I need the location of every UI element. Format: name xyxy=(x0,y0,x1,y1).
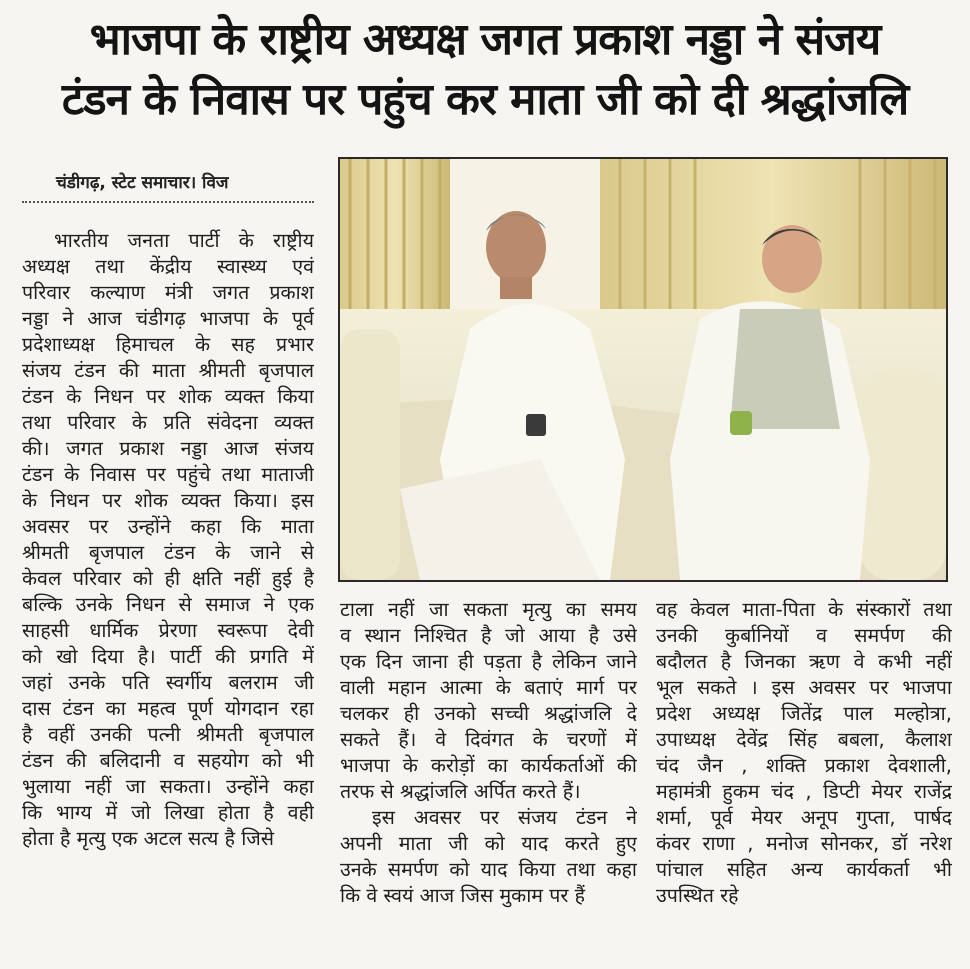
article-line: को खो दिया है। पार्टी की प्रगति में xyxy=(22,645,314,668)
article-column-1 xyxy=(22,228,314,852)
article-line: दास टंडन का महत्व पूर्ण योगदान रहा xyxy=(22,697,314,720)
article-line: पांचाल सहित अन्य कार्यकर्ता भी xyxy=(656,858,952,881)
article-line: प्रदेश अध्यक्ष जितेंद्र पाल मल्होत्रा, xyxy=(656,702,952,725)
article-line: भारतीय जनता पार्टी के राष्ट्रीय xyxy=(54,229,314,252)
article-line: भाजपा के करोड़ों का कार्यकर्ताओं की xyxy=(340,754,637,777)
headline-line-1: भाजपा के राष्ट्रीय अध्यक्ष जगत प्रकाश नड्डा ने संजय xyxy=(89,14,881,65)
article-line: भूल सकते । इस अवसर पर भाजपा xyxy=(656,676,952,699)
article-line: तथा परिवार के प्रति संवेदना व्यक्त xyxy=(22,411,314,434)
article-line: अध्यक्ष तथा केंद्रीय स्वास्थ्य एवं xyxy=(22,255,314,278)
article-line: कि भाग्य में जो लिखा होता है वही xyxy=(22,801,314,824)
article-line: संजय टंडन की माता श्रीमती बृजपाल xyxy=(22,359,314,382)
article-line: होता है मृत्यु एक अटल सत्य है जिसे xyxy=(22,827,275,850)
article-line: तरफ से श्रद्धांजलि अर्पित करते हैं। xyxy=(340,780,581,803)
article-line: जहां उनके पति स्वर्गीय बलराम जी xyxy=(22,671,314,694)
article-line: उपाध्यक्ष देवेंद्र सिंह बबला, कैलाश xyxy=(656,728,952,751)
article-line: सकते हैं। वे दिवंगत के चरणों में xyxy=(340,728,637,751)
article-line: श्रीमती बृजपाल टंडन के जाने से xyxy=(22,541,314,564)
news-photo xyxy=(338,157,948,582)
article-line: परिवार कल्याण मंत्री जगत प्रकाश xyxy=(22,281,314,304)
article-line: अवसर पर उन्होंने कहा कि माता xyxy=(22,515,314,538)
headline-line-2: टंडन के निवास पर पहुंच कर माता जी को दी श्रद्धांजलि xyxy=(61,74,909,125)
cup-green xyxy=(730,411,752,435)
article-column-3 xyxy=(656,597,952,909)
article-line: उनके समर्पण को याद किया तथा कहा xyxy=(340,858,637,881)
article-line: उनकी कुर्बानियों व समर्पण की xyxy=(656,624,952,647)
article-line: बल्कि उनके निधन से समाज ने एक xyxy=(22,593,314,616)
article-line: टंडन के निवास पर पहुंचे तथा माताजी xyxy=(22,463,314,486)
article-line: भुलाया नहीं जा सकता। उन्होंने कहा xyxy=(22,775,314,798)
dotted-divider xyxy=(22,201,314,203)
article-line: व स्थान निश्चित है जो आया है उसे xyxy=(340,624,637,647)
headline xyxy=(8,10,962,130)
article-line: अपनी माता जी को याद करते हुए xyxy=(340,832,637,855)
article-line: कंवर राणा , मनोज सोनकर, डॉ नरेश xyxy=(656,832,952,855)
article-line: चंद जैन , शक्ति प्रकाश देवशाली, xyxy=(656,754,952,777)
curtain-left xyxy=(340,159,450,319)
article-line: शर्मा, पूर्व मेयर अनूप गुप्ता, पार्षद xyxy=(656,806,952,829)
article-line: उपस्थित रहे xyxy=(656,884,739,907)
article-line: नड्डा ने आज चंडीगढ़ भाजपा के पूर्व xyxy=(22,307,314,330)
article-line: एक दिन जाना ही पड़ता है लेकिन जाने xyxy=(340,650,637,673)
article-line: कि वे स्वयं आज जिस मुकाम पर हैं xyxy=(340,884,586,907)
article-line: वाली महान आत्मा के बताएं मार्ग पर xyxy=(340,676,637,699)
article-line: टंडन की बलिदानी व सहयोग को भी xyxy=(22,749,314,772)
article-line: महामंत्री हुकम चंद , डिप्टी मेयर राजेंद्र xyxy=(656,780,952,803)
article-line: साहसी धार्मिक प्रेरणा स्वरूपा देवी xyxy=(22,619,314,642)
article-line: के निधन पर शोक व्यक्त किया। इस xyxy=(22,489,314,512)
article-line: इस अवसर पर संजय टंडन ने xyxy=(372,806,637,829)
article-line: वह केवल माता-पिता के संस्कारों तथा xyxy=(656,598,952,621)
article-column-2 xyxy=(340,597,637,909)
article-line: बदौलत है जिनका ऋण वे कभी नहीं xyxy=(656,650,952,673)
cup-dark xyxy=(526,414,546,436)
article-line: प्रदेशाध्यक्ष हिमाचल के सह प्रभार xyxy=(22,333,314,356)
article-line: की। जगत प्रकाश नड्डा आज संजय xyxy=(22,437,314,460)
article-line: चलकर ही उनको सच्ची श्रद्धांजलि दे xyxy=(340,702,637,725)
article-line: है वहीं उनकी पत्नी श्रीमती बृजपाल xyxy=(22,723,314,746)
dateline: चंडीगढ़, स्टेट समाचार। विज xyxy=(56,173,229,193)
article-line: टाला नहीं जा सकता मृत्यु का समय xyxy=(340,598,637,621)
article-line: केवल परिवार को ही क्षति नहीं हुई है xyxy=(22,567,314,590)
article-line: टंडन के निधन पर शोक व्यक्त किया xyxy=(22,385,314,408)
